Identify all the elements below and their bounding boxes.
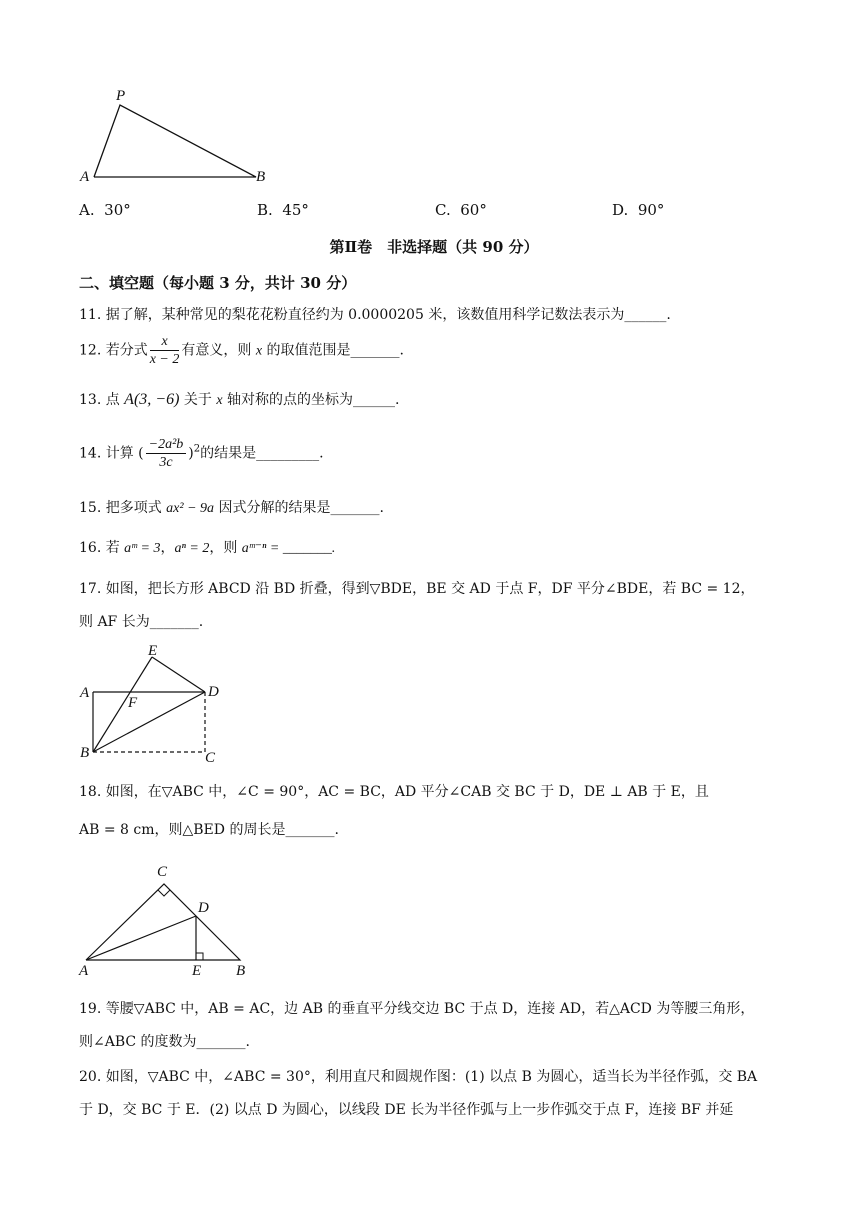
q15-expression: ax² − 9a bbox=[166, 501, 215, 516]
q14-close-paren: ) bbox=[188, 445, 194, 462]
triangle-pab-figure bbox=[78, 84, 278, 184]
q14-exponent: 2 bbox=[193, 443, 201, 455]
fig18-label-d: D bbox=[198, 900, 209, 916]
q14-fraction bbox=[146, 436, 187, 471]
fig17-label-e: E bbox=[148, 643, 158, 659]
q16-middle: ，则 bbox=[209, 540, 238, 556]
option-value: 90° bbox=[637, 201, 665, 219]
question-13 bbox=[79, 390, 399, 411]
option-letter: B. bbox=[257, 201, 273, 219]
question-12 bbox=[79, 333, 404, 368]
fig18-label-a: A bbox=[79, 963, 89, 979]
figure-18 bbox=[76, 858, 266, 980]
q13-point: A(3, −6) bbox=[124, 391, 180, 408]
q14-numerator: −2a²b bbox=[146, 436, 187, 454]
fig17-label-d: D bbox=[208, 684, 219, 700]
q15-suffix: 因式分解的结果是_______. bbox=[218, 500, 384, 516]
point-a-label: A bbox=[80, 169, 90, 184]
part2-title: 第Ⅱ卷 非选择题（共 90 分） bbox=[329, 238, 539, 256]
q12-middle: 有意义，则 bbox=[181, 342, 252, 359]
point-p-label: P bbox=[116, 88, 126, 104]
option-d[interactable] bbox=[612, 201, 664, 219]
question-19-line-2: 则∠ABC 的度数为_______. bbox=[79, 1034, 251, 1050]
question-18-line-2: AB = 8 cm，则△BED 的周长是_______. bbox=[79, 822, 339, 838]
fig18-label-b: B bbox=[236, 963, 246, 979]
q12-numerator: x bbox=[150, 333, 180, 351]
q13-prefix: 13. 点 bbox=[79, 392, 120, 408]
q14-suffix: 的结果是_________. bbox=[200, 445, 324, 462]
question-16 bbox=[79, 538, 335, 559]
fig17-label-a: A bbox=[80, 685, 90, 701]
option-value: 30° bbox=[104, 201, 131, 219]
option-letter: D. bbox=[612, 201, 629, 219]
q13-suffix: 轴对称的点的坐标为______. bbox=[226, 392, 400, 408]
q12-prefix: 12. 若分式 bbox=[79, 342, 148, 359]
option-value: 45° bbox=[282, 201, 309, 219]
option-letter: A. bbox=[79, 201, 95, 219]
fig18-label-c: C bbox=[157, 864, 168, 880]
option-a[interactable] bbox=[79, 201, 131, 219]
question-19-line-1: 19. 等腰▽ABC 中，AB = AC，边 AB 的垂直平分线交边 BC 于点 D，连接 AD，若△ACD 为等腰三角形， bbox=[79, 1001, 755, 1017]
q12-denominator: x − 2 bbox=[149, 352, 180, 367]
question-11: 11. 据了解，某种常见的梨花花粉直径约为 0.0000205 米，该数值用科学记数法表示为______. bbox=[79, 307, 671, 323]
q16-separator: ， bbox=[160, 540, 175, 556]
fig17-label-b: B bbox=[80, 745, 90, 761]
q16-equation-1: aᵐ = 3 bbox=[124, 541, 161, 556]
question-15 bbox=[79, 498, 384, 519]
figure-17 bbox=[78, 640, 238, 770]
q16-prefix: 16. 若 bbox=[79, 540, 120, 556]
option-c[interactable] bbox=[435, 201, 487, 219]
q16-equation-3: aᵐ⁻ⁿ = _______. bbox=[241, 541, 336, 556]
q13-middle: 关于 bbox=[183, 392, 212, 408]
option-b[interactable] bbox=[257, 201, 309, 219]
triangle-pab-lines bbox=[94, 105, 256, 177]
section2-title: 二、填空题（每小题 3 分，共计 30 分） bbox=[79, 274, 357, 292]
question-18-line-1: 18. 如图，在▽ABC 中，∠C = 90°，AC = BC，AD 平分∠CAB 交 BC 于 D，DE ⊥ AB 于 E，且 bbox=[79, 784, 709, 800]
q13-variable: x bbox=[216, 393, 223, 408]
q14-denominator: 3c bbox=[159, 455, 173, 470]
fig17-label-f: F bbox=[128, 695, 138, 711]
option-value: 60° bbox=[460, 201, 487, 219]
question-14 bbox=[79, 436, 324, 471]
q12-fraction bbox=[150, 333, 180, 368]
q14-prefix: 14. 计算 ( bbox=[79, 445, 144, 462]
fig17-label-c: C bbox=[205, 750, 216, 766]
question-20-line-2: 于 D，交 BC 于 E．(2) 以点 D 为圆心，以线段 DE 长为半径作弧与上一步作弧交于点 F，连接 BF 并延 bbox=[79, 1102, 734, 1118]
question-17-line-1: 17. 如图，把长方形 ABCD 沿 BD 折叠，得到▽BDE，BE 交 AD 于点 F，DF 平分∠BDE，若 BC = 12， bbox=[79, 581, 755, 597]
point-b-label: B bbox=[256, 169, 266, 184]
q16-equation-2: aⁿ = 2 bbox=[174, 541, 210, 556]
question-20-line-1: 20. 如图，▽ABC 中，∠ABC = 30°，利用直尺和圆规作图：(1) 以点 B 为圆心，适当长为半径作弧，交 BA bbox=[79, 1069, 758, 1085]
q12-variable: x bbox=[255, 343, 263, 359]
question-17-line-2: 则 AF 长为_______. bbox=[79, 614, 204, 630]
q12-suffix: 的取值范围是_______. bbox=[266, 342, 404, 359]
q15-prefix: 15. 把多项式 bbox=[79, 500, 162, 516]
fig18-label-e: E bbox=[192, 963, 202, 979]
option-letter: C. bbox=[435, 201, 451, 219]
